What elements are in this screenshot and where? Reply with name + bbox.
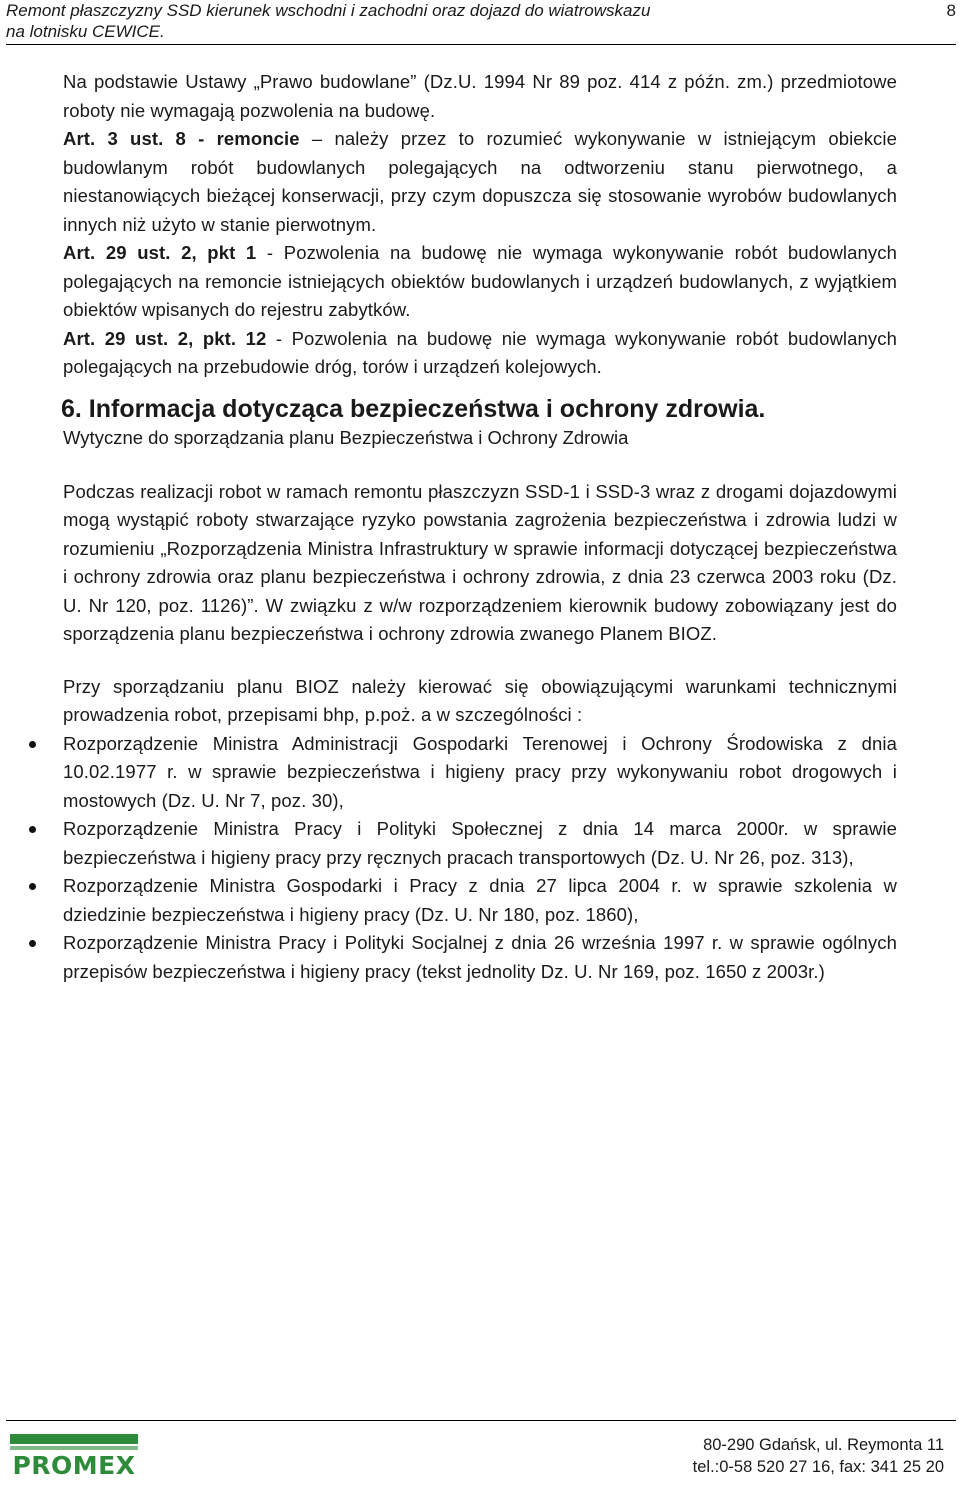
article-29-pkt12-label: Art. 29 ust. 2, pkt. 12 (63, 327, 267, 349)
list-item: Rozporządzenie Ministra Pracy i Polityki Społecznej z dnia 14 marca 2000r. w sprawie bezpieczeństwa i higieny pracy przy ręcznych pracach transportowych (Dz. U. Nr 26, poz. 313), (63, 815, 897, 872)
intro-paragraph: Na podstawie Ustawy „Prawo budowlane” (Dz.U. 1994 Nr 89 poz. 414 z późn. zm.) przedmiotowe roboty nie wymagają pozwolenia na budowę. (63, 71, 897, 121)
footer-divider (6, 1420, 956, 1421)
list-item: Rozporządzenie Ministra Pracy i Polityki Socjalnej z dnia 26 września 1997 r. w sprawie ogólnych przepisów bezpieczeństwa i higieny pracy (tekst jednolity Dz. U. Nr 169, poz. 1650 z 2003r.) (63, 929, 897, 986)
bullet-icon (29, 940, 36, 947)
article-3-text: – należy przez to rozumieć wykonywanie w istniejącym obiekcie budowlanym robót budowlanych polegających na odtworzeniu stanu pierwotnego, a niestanowiących bieżącej konserwacji, przy czym dopuszcza się stosowanie wyrobów budowlanych innych niż użyto w stanie pierwotnym. (63, 128, 897, 235)
phone-fax-line: tel.:0-58 520 27 16, fax: 341 25 20 (692, 1458, 944, 1476)
article-29-pkt1-label: Art. 29 ust. 2, pkt 1 (63, 242, 257, 263)
document-title (6, 0, 866, 42)
section-heading: 6. Informacja dotycząca bezpieczeństwa i ochrony zdrowia. (61, 394, 766, 423)
bioz-paragraph: Podczas realizacji robot w ramach remontu płaszczyzn SSD-1 i SSD-3 wraz z drogami dojazdowymi mogą wystąpić roboty stwarzające ryzyko powstania zagrożenia bezpieczeństwa i zdrowia ludzi w rozumieniu „Rozporządzenia Ministra Infrastruktury w sprawie informacji dotyczącej bezpieczeństwa i ochrony zdrowia oraz planu bezpieczeństwa i ochrony zdrowia, z dnia 23 czerwca 2003 roku (Dz. U. Nr 120, poz. 1126)”. W związku z w/w rozporządzeniem kierownik budowy zobowiązany jest do sporządzenia planu bezpieczeństwa i ochrony zdrowia zwanego Planem BIOZ. (63, 480, 897, 644)
promex-logo (10, 1434, 138, 1480)
list-item: Rozporządzenie Ministra Administracji Gospodarki Terenowej i Ochrony Środowiska z dnia 10.02.1977 r. w sprawie bezpieczeństwa i higieny pracy przy wykonywaniu robot drogowych i mostowych (Dz. U. Nr 7, poz. 30), (63, 730, 897, 816)
bullet-icon (29, 826, 36, 833)
page-number: 8 (946, 1, 956, 20)
document-title-line2: na lotnisku CEWICE. (6, 22, 165, 41)
article-29-pkt12-paragraph (63, 325, 897, 382)
logo-text: PROMEX (12, 1451, 136, 1480)
company-address (693, 1434, 944, 1478)
list-item: Rozporządzenie Ministra Gospodarki i Pracy z dnia 27 lipca 2004 r. w sprawie szkolenia w dziedzinie bezpieczeństwa i higieny pracy (Dz. U. Nr 180, poz. 1860), (63, 872, 897, 929)
bullet-icon (29, 883, 36, 890)
address-line: 80-290 Gdańsk, ul. Reymonta 11 (703, 1436, 944, 1454)
article-29-pkt1-paragraph (63, 239, 897, 325)
page-header (6, 0, 956, 45)
article-3-label: Art. 3 ust. 8 - remoncie (63, 128, 300, 149)
section-subheading: Wytyczne do sporządzania planu Bezpieczeństwa i Ochrony Zdrowia (63, 426, 629, 448)
article-29-pkt12-text: - Pozwolenia na budowę nie wymaga wykonywanie robót budowlanych polegających na przebudowie dróg, torów i urządzeń kolejowych. (63, 327, 897, 377)
bioz-requirements-paragraph: Przy sporządzaniu planu BIOZ należy kierować się obowiązującymi warunkami technicznymi prowadzenia robot, przepisami bhp, p.poż. a w szczególności : (63, 675, 897, 725)
document-body (63, 68, 897, 986)
document-title-line1: Remont płaszczyzny SSD kierunek wschodni i zachodni oraz dojazd do wiatrowskazu (6, 1, 651, 20)
bullet-icon (29, 741, 36, 748)
article-3-paragraph (63, 125, 897, 239)
regulations-list (63, 730, 897, 987)
article-29-pkt1-text: - Pozwolenia na budowę nie wymaga wykonywanie robót budowlanych polegających na remoncie istniejących obiektów budowlanych i urządzeń budowlanych, z wyjątkiem obiektów wpisanych do rejestru zabytków. (63, 242, 897, 320)
